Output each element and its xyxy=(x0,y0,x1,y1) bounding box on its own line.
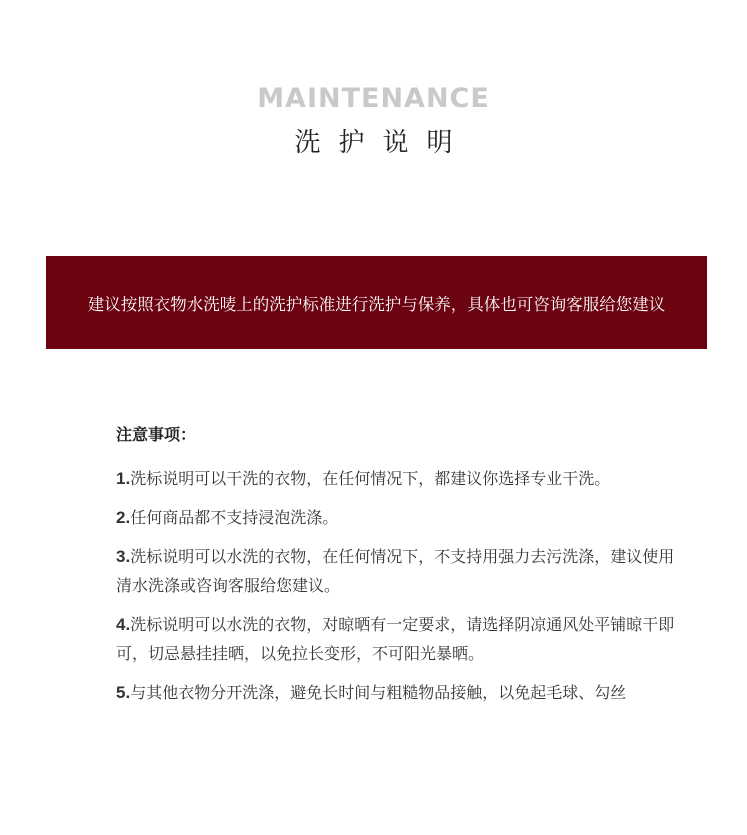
advice-banner xyxy=(46,256,707,349)
advice-banner-text: 建议按照衣物水洗唛上的洗护标准进行洗护与保养，具体也可咨询客服给您建议 xyxy=(87,294,666,314)
note-item-5 xyxy=(116,678,676,707)
note-text: 洗标说明可以水洗的衣物，在任何情况下，不支持用强力去污洗涤，建议使用清水洗涤或咨询客服给您建议。 xyxy=(116,547,675,595)
note-text: 与其他衣物分开洗涤，避免长时间与粗糙物品接触，以免起毛球、勾丝 xyxy=(130,683,627,702)
note-number: 1. xyxy=(116,469,131,488)
note-text: 任何商品都不支持浸泡洗涤。 xyxy=(130,508,339,527)
title-chinese: 洗护说明 xyxy=(294,128,471,158)
note-item-2 xyxy=(116,503,676,532)
note-number: 5. xyxy=(116,683,131,702)
notes-heading: 注意事项： xyxy=(116,425,197,444)
note-item-4 xyxy=(116,610,676,668)
note-number: 3. xyxy=(116,547,131,566)
note-number: 4. xyxy=(116,615,131,634)
note-text: 洗标说明可以水洗的衣物，对晾晒有一定要求，请选择阴凉通风处平铺晾干即可，切忌悬挂挂晒，以免拉长变形，不可阳光暴晒。 xyxy=(116,615,675,663)
note-text: 洗标说明可以干洗的衣物，在任何情况下，都建议你选择专业干洗。 xyxy=(130,469,611,488)
note-item-1 xyxy=(116,464,676,493)
title-english: MAINTENANCE xyxy=(257,83,490,114)
notes-section xyxy=(116,424,676,717)
note-item-3 xyxy=(116,542,676,600)
note-number: 2. xyxy=(116,508,131,527)
page-header xyxy=(0,82,747,160)
